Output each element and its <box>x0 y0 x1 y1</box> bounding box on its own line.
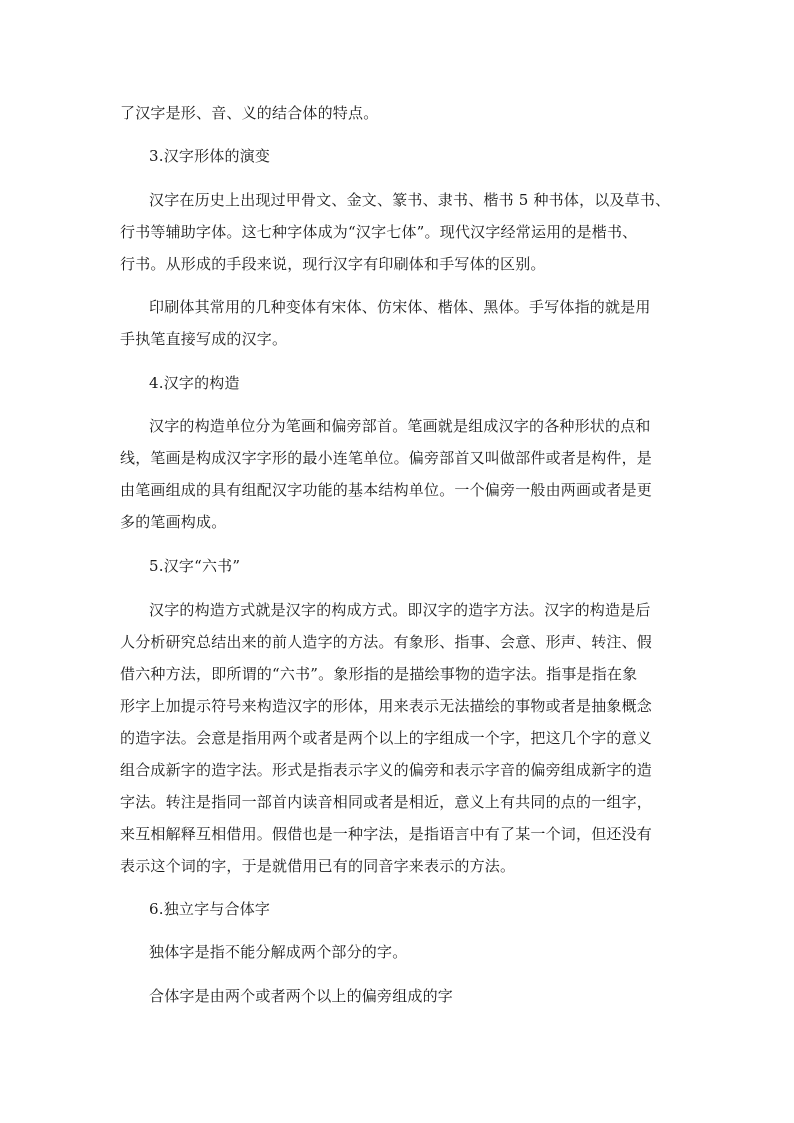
paragraph-line: 线，笔画是构成汉字字形的最小连笔单位。偏旁部首又叫做部件或者是构件，是 <box>120 449 653 467</box>
paragraph-line: 字法。转注是指同一部首内读音相同或者是相近，意义上有共同的点的一组字， <box>120 793 653 811</box>
paragraph-line: 独体字是指不能分解成两个部分的字。 <box>149 943 408 961</box>
paragraph-line: 由笔画组成的具有组配汉字功能的基本结构单位。一个偏旁一般由两画或者是更 <box>120 481 653 499</box>
paragraph-line: 汉字的构造单位分为笔画和偏旁部首。笔画就是组成汉字的各种形状的点和 <box>149 417 651 435</box>
paragraph-line: 印刷体其常用的几种变体有宋体、仿宋体、楷体、黑体。手写体指的就是用 <box>149 298 651 316</box>
section-heading: 5.汉字“六书” <box>149 557 241 575</box>
paragraph-line: 汉字的构造方式就是汉字的构成方式。即汉字的造字方法。汉字的构造是后 <box>149 601 651 619</box>
paragraph-line: 手执笔直接写成的汉字。 <box>120 330 288 348</box>
section-heading: 4.汉字的构造 <box>149 374 240 392</box>
section-heading: 6.独立字与合体字 <box>149 900 271 918</box>
paragraph-line: 来互相解释互相借用。假借也是一种字法，是指语言中有了某一个词，但还没有 <box>120 825 653 843</box>
paragraph-line: 多的笔画构成。 <box>120 513 227 531</box>
paragraph-line: 了汉字是形、音、义的结合体的特点。 <box>120 104 379 122</box>
paragraph-line: 行书。从形成的手段来说，现行汉字有印刷体和手写体的区别。 <box>120 255 546 273</box>
paragraph-line: 汉字在历史上出现过甲骨文、金文、篆书、隶书、楷书 5 种书体，以及草书、 <box>149 191 671 209</box>
paragraph-line: 组合成新字的造字法。形式是指表示字义的偏旁和表示字音的偏旁组成新字的造 <box>120 761 653 779</box>
paragraph-line: 行书等辅助字体。这七种字体成为“汉字七体”。现代汉字经常运用的是楷书、 <box>120 223 638 241</box>
paragraph-line: 合体字是由两个或者两个以上的偏旁组成的字 <box>149 987 454 1005</box>
paragraph-line: 的造字法。会意是指用两个或者是两个以上的字组成一个字，把这几个字的意义 <box>120 729 653 747</box>
section-heading: 3.汉字形体的演变 <box>149 147 271 165</box>
paragraph-line: 人分析研究总结出来的前人造字的方法。有象形、指事、会意、形声、转注、假 <box>120 633 653 651</box>
paragraph-line: 表示这个词的字，于是就借用已有的同音字来表示的方法。 <box>120 857 516 875</box>
paragraph-line: 形字上加提示符号来构造汉字的形体，用来表示无法描绘的事物或者是抽象概念 <box>120 697 653 715</box>
paragraph-line: 借六种方法，即所谓的“六书”。象形指的是描绘事物的造字法。指事是指在象 <box>120 665 638 683</box>
